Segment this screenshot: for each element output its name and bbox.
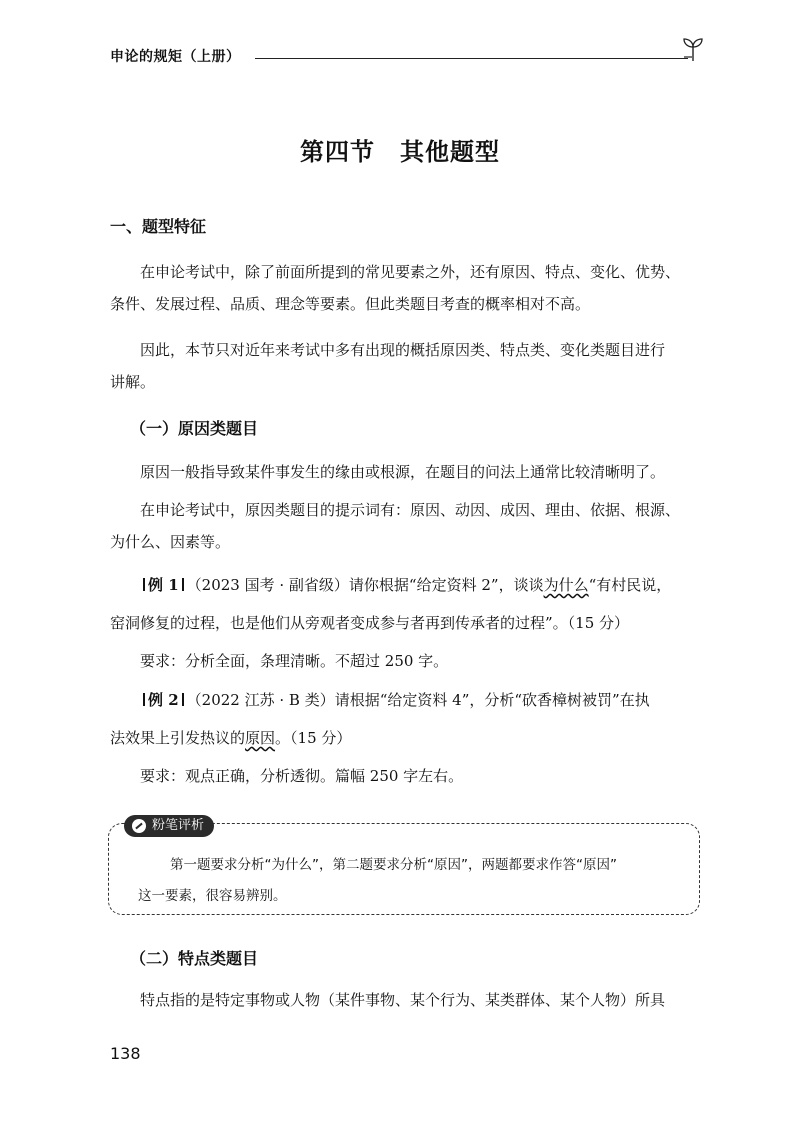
running-header-title: 申论的规矩（上册） — [110, 49, 241, 65]
header-rule — [255, 58, 688, 59]
example-1-line-2: 窑洞修复的过程，也是他们从旁观者变成参与者再到传承者的过程”。（15 分） — [110, 614, 630, 632]
example-1-source: （2023 国考 · 副省级） — [186, 576, 349, 594]
paragraph-line: 特点指的是特定事物或人物（某件事物、某个行为、某类群体、某个人物）所具 — [140, 991, 666, 1009]
example-1-text-after: “有村民说， — [588, 576, 672, 594]
example-bar-left — [143, 578, 145, 591]
example-2-text-before: 法效果上引发热议的 — [110, 729, 246, 747]
example-2-text: 请根据“给定资料 4”，分析“砍香樟树被罚”在执 — [334, 691, 650, 709]
heading-question-type-features: 一、题型特征 — [110, 217, 207, 236]
example-2-text-after: 。（15 分） — [275, 729, 352, 747]
example-2-requirement: 要求：观点正确，分析透彻。篇幅 250 字左右。 — [140, 767, 464, 785]
example-2-keyword: 原因 — [245, 729, 276, 747]
paragraph-line: 在申论考试中，原因类题目的提示词有：原因、动因、成因、理由、依据、根源、 — [140, 501, 681, 519]
commentary-tag-label: 粉笔评析 — [152, 818, 205, 833]
example-2-line-2 — [110, 728, 351, 748]
heading-feature-questions: （二）特点类题目 — [130, 949, 259, 968]
commentary-tag — [124, 815, 214, 837]
paragraph-line: 讲解。 — [110, 373, 156, 391]
example-1-label: 例 1 — [148, 576, 179, 594]
section-title: 第四节 其他题型 — [300, 138, 500, 166]
heading-cause-questions: （一）原因类题目 — [130, 419, 259, 438]
example-2-source: （2022 江苏 · B 类） — [186, 691, 335, 709]
commentary-line-1: 第一题要求分析“为什么”，第二题要求分析“原因”，两题都要求作答“原因” — [170, 857, 617, 873]
example-bar-right — [182, 578, 184, 591]
example-bar-left — [143, 693, 145, 706]
example-2-label: 例 2 — [148, 691, 179, 709]
paragraph-line: 条件、发展过程、品质、理念等要素。但此类题目考查的概率相对不高。 — [110, 295, 591, 313]
sprout-icon — [680, 36, 706, 62]
example-2-line-1 — [140, 690, 650, 710]
pen-badge-icon — [132, 819, 146, 833]
paragraph-line: 在申论考试中，除了前面所提到的常见要素之外，还有原因、特点、变化、优势、 — [140, 263, 681, 281]
page-number: 138 — [110, 1044, 141, 1063]
paragraph-line: 因此，本节只对近年来考试中多有出现的概括原因类、特点类、变化类题目进行 — [140, 341, 666, 359]
example-1-keyword: 为什么 — [543, 576, 589, 594]
paragraph-line: 原因一般指导致某件事发生的缘由或根源，在题目的问法上通常比较清晰明了。 — [140, 463, 666, 481]
example-1-line-1 — [140, 575, 671, 595]
example-bar-right — [182, 693, 184, 706]
commentary-line-2: 这一要素，很容易辨别。 — [138, 888, 287, 904]
example-1-text: 请你根据“给定资料 2”，谈谈 — [348, 576, 544, 594]
paragraph-line: 为什么、因素等。 — [110, 533, 231, 551]
example-1-requirement: 要求：分析全面，条理清晰。不超过 250 字。 — [140, 652, 449, 670]
